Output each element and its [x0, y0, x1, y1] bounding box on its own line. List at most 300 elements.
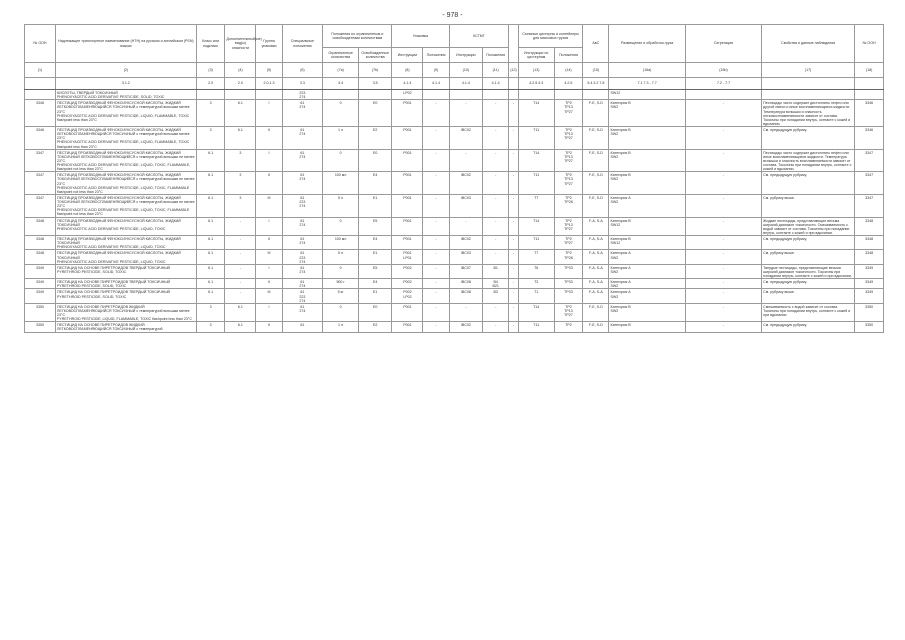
- cell-un-right: 3350: [855, 303, 884, 322]
- table-header: [25, 25, 884, 90]
- cell-excepted-quantity: E4: [358, 279, 391, 289]
- cell-segregation: -: [685, 303, 761, 322]
- column-number-row: [25, 63, 884, 78]
- cell-tank-provision: TP2 TP13 TP27: [554, 127, 583, 150]
- column-number: (16a): [609, 63, 685, 78]
- cell-subrisk: 6.1: [225, 303, 256, 322]
- cell-ibc-instruction: IBC02: [449, 322, 482, 332]
- cell-packing-provision: -: [423, 264, 449, 278]
- cell-ems: F-E, S-D: [583, 172, 609, 195]
- cell-tank-instruction: T14: [518, 303, 554, 322]
- cell-tank-instruction: T7: [518, 194, 554, 217]
- cell-tank-provision: TP2 TP13 TP27: [554, 217, 583, 236]
- cell-spacer: -: [509, 250, 519, 264]
- cell-limited-quantity: 5 л: [323, 250, 359, 264]
- cell-packing-instruction: P001: [392, 217, 423, 236]
- cell-packing-provision: -: [423, 127, 449, 150]
- cell-un-right: 3346: [855, 127, 884, 150]
- cell-packing-provision: -: [423, 172, 449, 195]
- cell-ibc-provision: [483, 90, 509, 100]
- cell-ibc-instruction: IBC02: [449, 127, 482, 150]
- cell-packing-instruction: P001: [392, 100, 423, 127]
- cell-un: 3346: [25, 100, 56, 127]
- cell-ibc-provision: -: [483, 127, 509, 150]
- column-number: (1): [25, 63, 56, 78]
- cell-tank-instruction: T1: [518, 289, 554, 303]
- cell-class: 6.1: [196, 264, 225, 278]
- column-number: (4): [225, 63, 256, 78]
- cell-special-provisions: 61 274: [282, 236, 323, 250]
- cell-packing-provision: -: [423, 236, 449, 250]
- cell-ibc-instruction: -: [449, 217, 482, 236]
- cell-packing-instruction: P001: [392, 236, 423, 250]
- cell-excepted-quantity: E0: [358, 303, 391, 322]
- cell-excepted-quantity: E1: [358, 194, 391, 217]
- cell-class: 6.1: [196, 217, 225, 236]
- header-tanks: Съемные цистерны и контейнеры для массовых грузов: [518, 25, 582, 48]
- cell-un: 3349: [25, 264, 56, 278]
- cell-un-right: 3349: [855, 279, 884, 289]
- cell-excepted-quantity: E1: [358, 250, 391, 264]
- cell-class: 3: [196, 100, 225, 127]
- cell-packing-instruction: P001: [392, 194, 423, 217]
- cell-packing-instruction: LP02: [392, 90, 423, 100]
- cell-name: ПЕСТИЦИД ПРОИЗВОДНЫЙ ФЕНОКСИУКСУСНОЙ КИСЛОТЫ, ЖИДКИЙ ТОКСИЧНЫЙ ЛЕГКОВОСПЛАМЕНЯЮЩИЙСЯ с температурой вспышки не менее 23°C PHENOXYACETIC ACID DERIVATIVE PESTICIDE, LIQUID, TOXIC, FLAMMABLE flashpoint not less than 23°C: [57, 173, 195, 194]
- cell-stowage: Категория A SW2: [609, 264, 685, 278]
- cell-ems: F-A, S-A: [583, 250, 609, 264]
- cell-special-provisions: 61 274: [282, 279, 323, 289]
- cell-limited-quantity: 100 мл: [323, 236, 359, 250]
- cell-ibc-provision: B1: [483, 264, 509, 278]
- cell-spacer: -: [509, 172, 519, 195]
- column-number: (10): [449, 63, 482, 78]
- cell-segregation: [685, 90, 761, 100]
- cell-packing-group: III: [256, 250, 282, 264]
- cell-stowage: Категория B SW2: [609, 303, 685, 322]
- cell-spacer: [509, 90, 519, 100]
- page-number: - 978 -: [442, 12, 463, 19]
- cell-spacer: -: [509, 289, 519, 303]
- cell-un-right: 3347: [855, 194, 884, 217]
- cell-ibc-instruction: IBC02: [449, 236, 482, 250]
- cell-stowage: Категория A SW2: [609, 194, 685, 217]
- cell-packing-instruction: P002: [392, 279, 423, 289]
- cell-un: 3348: [25, 250, 56, 264]
- column-number: (14): [554, 63, 583, 78]
- header-ibc-instructions: Инструкции: [449, 48, 482, 63]
- cell-ibc-instruction: IBC03: [449, 194, 482, 217]
- cell-spacer: -: [509, 194, 519, 217]
- cell-tank-instruction: T11: [518, 236, 554, 250]
- cell-properties: См. рубрику выше.: [762, 289, 855, 303]
- cell-un-right: 3348: [855, 217, 884, 236]
- header-excepted-quantity: Освобожденные количества: [358, 48, 391, 63]
- cell-spacer: -: [509, 217, 519, 236]
- cell-un: 3348: [25, 217, 56, 236]
- cell-tank-instruction: T7: [518, 250, 554, 264]
- cell-stowage: Категория A SW2: [609, 250, 685, 264]
- cell-packing-provision: -: [423, 279, 449, 289]
- header-class: Класс или подкласс: [196, 25, 225, 63]
- cell-ibc-instruction: -: [449, 100, 482, 127]
- cell-excepted-quantity: E5: [358, 217, 391, 236]
- cell-excepted-quantity: E2: [358, 127, 391, 150]
- cell-excepted-quantity: E1: [358, 289, 391, 303]
- table-row: [25, 127, 884, 150]
- cell-ibc-instruction: IBC02: [449, 172, 482, 195]
- cell-properties: Жидкие пестициды, представляющие весьма широкий диапазон токсичности. Смешиваемость с водой зависит от состава. Токсичны при попадании внутрь, контакте с кожей и при вдыхании.: [762, 217, 855, 236]
- cell-ems: F-E, S-D: [583, 127, 609, 150]
- cell-ems: F-E, S-D: [583, 322, 609, 332]
- cell-subrisk: 6.1: [225, 322, 256, 332]
- cell-excepted-quantity: E4: [358, 172, 391, 195]
- cell-subrisk: 6.1: [225, 127, 256, 150]
- cell-excepted-quantity: E0: [358, 149, 391, 172]
- cell-segregation: -: [685, 194, 761, 217]
- cell-ibc-provision: -: [483, 322, 509, 332]
- column-number: (7a): [323, 63, 359, 78]
- column-number: (6): [282, 63, 323, 78]
- header-spacer: [509, 25, 519, 63]
- cell-spacer: -: [509, 149, 519, 172]
- cell-spacer: -: [509, 127, 519, 150]
- cell-subrisk: -: [225, 279, 256, 289]
- cell-subrisk: -: [225, 217, 256, 236]
- cell-stowage: Категория B SW12: [609, 217, 685, 236]
- cell-tank-provision: TP2 TP28: [554, 194, 583, 217]
- table-row: [25, 149, 884, 172]
- cell-tank-instruction: T14: [518, 217, 554, 236]
- cell-un: [25, 90, 56, 100]
- table-row: [25, 194, 884, 217]
- cell-special-provisions: 61 223 274: [282, 289, 323, 303]
- cell-segregation: -: [685, 100, 761, 127]
- cell-class: 6.1: [196, 172, 225, 195]
- cell-limited-quantity: 0: [323, 217, 359, 236]
- cell-ibc-provision: B3: [483, 289, 509, 303]
- cell-name: ПЕСТИЦИД НА ОСНОВЕ ПИРЕТРОИДОВ ЖИДКИЙ ЛЕГКОВОСПЛАМЕНЯЮЩИЙСЯ ТОКСИЧНЫЙ с температурой вспышки менее 23°C PYRETHROID PESTICIDE, LIQUID, FLAMMABLE, TOXIC flashpoint less than 23°C: [56, 303, 197, 322]
- cell-un-right: 3347: [855, 172, 884, 195]
- header-subrisk: Дополнительный(ые) вид(ы) опасности: [225, 25, 256, 63]
- section-reference: 4.1.4: [392, 78, 423, 90]
- cell-special-provisions: 223 274: [282, 90, 323, 100]
- cell-special-provisions: 61 223 274: [282, 250, 323, 264]
- cell-name: ПЕСТИЦИД ПРОИЗВОДНЫЙ ФЕНОКСИУКСУСНОЙ КИСЛОТЫ, ЖИДКИЙ ТОКСИЧНЫЙ PHENOXYACETIC ACID DERIVATIVE PESTICIDE, LIQUID, TOXIC: [56, 217, 197, 236]
- cell-limited-quantity: 500 г: [323, 279, 359, 289]
- cell-tank-instruction: T6: [518, 264, 554, 278]
- cell-tank-provision: [554, 90, 583, 100]
- header-name: Надлежащее транспортное наименование (НТН) на русском и английском (PSN) языках: [56, 25, 197, 63]
- cell-tank-instruction: T14: [518, 149, 554, 172]
- cell-packing-provision: -: [423, 149, 449, 172]
- cell-segregation: -: [685, 217, 761, 236]
- cell-excepted-quantity: E0: [358, 100, 391, 127]
- cell-subrisk: -: [225, 250, 256, 264]
- cell-packing-instruction: P001: [392, 172, 423, 195]
- section-reference: 4.1.4: [449, 78, 482, 90]
- cell-packing-provision: -: [423, 100, 449, 127]
- cell-properties: См. предыдущую рубрику.: [762, 322, 855, 332]
- cell-packing-provision: -: [423, 289, 449, 303]
- cell-subrisk: -: [225, 289, 256, 303]
- cell-class: 6.1: [196, 149, 225, 172]
- cell-packing-provision: [423, 90, 449, 100]
- cell-limited-quantity: 5 л: [323, 194, 359, 217]
- cell-class: 6.1: [196, 279, 225, 289]
- cell-packing-instruction: P001: [392, 322, 423, 332]
- cell-properties: Пестициды часто содержат дистилляты нефти или иные воспламеняющиеся жидкости. Температура вспышки и опасность воспламеняемости зависят от состава. Токсичны при попадании внутрь, контакте с кожей и вдыхании.: [762, 149, 855, 172]
- cell-segregation: -: [685, 127, 761, 150]
- cell-stowage: Категория B SW2: [609, 149, 685, 172]
- cell-stowage: Категория B SW12: [609, 236, 685, 250]
- header-un: № ООН: [25, 25, 56, 63]
- column-number: (5): [256, 63, 282, 78]
- cell-packing-group: II: [256, 127, 282, 150]
- cell-spacer: -: [509, 100, 519, 127]
- cell-un: 3347: [25, 194, 56, 217]
- cell-ibc-instruction: IBC03: [449, 250, 482, 264]
- cell-tank-instruction: T11: [518, 127, 554, 150]
- cell-tank-provision: TP33: [554, 279, 583, 289]
- cell-packing-instruction: P001: [392, 127, 423, 150]
- cell-ems: F-E, S-D: [583, 149, 609, 172]
- cell-packing-group: I: [256, 264, 282, 278]
- cell-limited-quantity: 0: [323, 149, 359, 172]
- cell-ems: F-A, S-A: [583, 264, 609, 278]
- cell-subrisk: 3: [225, 194, 256, 217]
- cell-limited-quantity: 0: [323, 303, 359, 322]
- cell-ibc-instruction: [449, 90, 482, 100]
- header-special-provisions: Специальные положения: [282, 25, 323, 63]
- cell-excepted-quantity: [358, 90, 391, 100]
- header-ems: АвС: [583, 25, 609, 63]
- cell-properties: См. предыдущую рубрику.: [762, 279, 855, 289]
- cell-segregation: -: [685, 264, 761, 278]
- column-number: (15): [583, 63, 609, 78]
- cell-tank-instruction: T14: [518, 100, 554, 127]
- section-reference: [25, 78, 56, 90]
- cell-ibc-provision: -: [483, 194, 509, 217]
- cell-un: 3349: [25, 289, 56, 303]
- cell-special-provisions: 61 274: [282, 303, 323, 322]
- cell-limited-quantity: 0: [323, 100, 359, 127]
- column-number: (16b): [685, 63, 761, 78]
- section-reference: 4.1.4: [483, 78, 509, 90]
- cell-tank-provision: TP33: [554, 264, 583, 278]
- section-reference: [855, 78, 884, 90]
- table-row: [25, 303, 884, 322]
- cell-limited-quantity: 100 мл: [323, 172, 359, 195]
- section-reference: [509, 78, 519, 90]
- column-number: (12): [509, 63, 519, 78]
- header-un-right: № ООН: [855, 25, 884, 63]
- column-number: (11): [483, 63, 509, 78]
- cell-special-provisions: 61 274: [282, 127, 323, 150]
- cell-class: 6.1: [196, 236, 225, 250]
- cell-tank-instruction: T11: [518, 322, 554, 332]
- cell-name: ПЕСТИЦИД ПРОИЗВОДНЫЙ ФЕНОКСИУКСУСНОЙ КИСЛОТЫ, ЖИДКИЙ ТОКСИЧНЫЙ PHENOXYACETIC ACID DERIVATIVE PESTICIDE, LIQUID, TOXIC: [56, 250, 197, 264]
- table-row: [25, 217, 884, 236]
- cell-class: 3: [196, 303, 225, 322]
- cell-packing-group: III: [256, 194, 282, 217]
- table-row: [25, 322, 884, 332]
- cell-stowage: SW12: [609, 90, 685, 100]
- cell-tank-provision: TP33: [554, 289, 583, 303]
- header-limited-quantities-group: Положения по ограниченным и освобожденным количествам: [323, 25, 392, 48]
- cell-un-right: 3349: [855, 264, 884, 278]
- cell-properties: [762, 90, 855, 100]
- cell-un: 3346: [25, 127, 56, 150]
- cell-name: ПЕСТИЦИД ПРОИЗВОДНЫЙ ФЕНОКСИУКСУСНОЙ КИСЛОТЫ, ЖИДКИЙ ЛЕГКОВОСПЛАМЕНЯЮЩИЙСЯ ТОКСИЧНЫЙ с температурой вспышки менее 23°C PHENOXYACETIC ACID DERIVATIVE PESTICIDE, LIQUID, FLAMMABLE, TOXIC flashpoint less than 23°C: [56, 127, 197, 150]
- cell-un: 3347: [25, 149, 56, 172]
- header-tank-provisions: Положения: [554, 48, 583, 63]
- table-row: [25, 279, 884, 289]
- cell-packing-provision: -: [423, 303, 449, 322]
- cell-stowage: Категория B SW2: [609, 100, 685, 127]
- cell-ibc-instruction: IBC08: [449, 279, 482, 289]
- cell-limited-quantity: 0: [323, 264, 359, 278]
- cell-ibc-provision: -: [483, 217, 509, 236]
- cell-ibc-provision: -: [483, 303, 509, 322]
- cell-spacer: -: [509, 279, 519, 289]
- cell-segregation: -: [685, 172, 761, 195]
- header-tank-instructions: Инструкции по цистернам: [518, 48, 554, 63]
- cell-stowage: Категория A SW2: [609, 279, 685, 289]
- cell-stowage: Категория A SW2: [609, 289, 685, 303]
- section-reference: 3.4: [323, 78, 359, 90]
- cell-tank-provision: TP2 TP13 TP27: [554, 149, 583, 172]
- cell-tank-instruction: T3: [518, 279, 554, 289]
- column-number: (2): [56, 63, 197, 78]
- section-reference: 7.1 7.3 - 7.7: [609, 78, 685, 90]
- cell-ibc-provision: -: [483, 236, 509, 250]
- cell-class: 6.1: [196, 250, 225, 264]
- cell-packing-instruction: P001: [392, 149, 423, 172]
- cell-un: 3348: [25, 236, 56, 250]
- cell-name: ПЕСТИЦИД ПРОИЗВОДНЫЙ ФЕНОКСИУКСУСНОЙ КИСЛОТЫ, ЖИДКИЙ ЛЕГКОВОСПЛАМЕНЯЮЩИЙСЯ ТОКСИЧНЫЙ с температурой вспышки менее 23°C PHENOXYACETIC ACID DERIVATIVE PESTICIDE, LIQUID, FLAMMABLE, TOXIC flashpoint less than 23°C: [56, 100, 197, 127]
- section-reference: 3.3: [282, 78, 323, 90]
- cell-segregation: -: [685, 289, 761, 303]
- cell-special-provisions: 61 223 274: [282, 194, 323, 217]
- cell-excepted-quantity: E5: [358, 264, 391, 278]
- cell-ibc-instruction: -: [449, 149, 482, 172]
- header-ibc: КСГМГ: [449, 25, 509, 48]
- cell-packing-instruction: P002: [392, 264, 423, 278]
- cell-un-right: 3349: [855, 289, 884, 303]
- cell-ibc-instruction: IBC08: [449, 289, 482, 303]
- cell-properties: См. предыдущую рубрику.: [762, 127, 855, 150]
- section-reference-row: [25, 78, 884, 90]
- section-reference: 2.0.1.3: [256, 78, 282, 90]
- cell-limited-quantity: [323, 90, 359, 100]
- header-segregation: Сегрегация: [685, 25, 761, 63]
- header-packing: Упаковка: [392, 25, 449, 48]
- cell-ems: F-E, S-D: [583, 194, 609, 217]
- cell-packing-provision: -: [423, 194, 449, 217]
- table-row: [25, 250, 884, 264]
- cell-ibc-provision: B4 B21: [483, 279, 509, 289]
- table-row: [25, 100, 884, 127]
- column-number: (8): [392, 63, 423, 78]
- header-packing-instructions: Инструкции: [392, 48, 423, 63]
- cell-tank-instruction: T11: [518, 172, 554, 195]
- cell-un: 3347: [25, 172, 56, 195]
- cell-un-right: 3348: [855, 250, 884, 264]
- section-reference: 3.1.2: [56, 78, 197, 90]
- cell-un-right: 3347: [855, 149, 884, 172]
- cell-subrisk: [225, 90, 256, 100]
- cell-class: 6.1: [196, 289, 225, 303]
- cell-special-provisions: 61 274: [282, 264, 323, 278]
- cell-un-right: 3346: [855, 100, 884, 127]
- table-row: [25, 236, 884, 250]
- cell-stowage: Категория B SW2: [609, 127, 685, 150]
- cell-ibc-instruction: IBC07: [449, 264, 482, 278]
- cell-ems: F-E, S-D: [583, 100, 609, 127]
- cell-properties: Смешиваемость с водой зависит от состава. Токсичны при попадании внутрь, контакте с кожей и при вдыхании.: [762, 303, 855, 322]
- cell-spacer: -: [509, 303, 519, 322]
- cell-properties: См. предыдущую рубрику.: [762, 236, 855, 250]
- cell-properties: См. рубрику выше.: [762, 250, 855, 264]
- cell-tank-provision: TP2 TP13 TP27: [554, 303, 583, 322]
- section-reference: 2.0: [196, 78, 225, 90]
- cell-name: ПЕСТИЦИД НА ОСНОВЕ ПИРЕТРОИДОВ ТВЕРДЫЙ ТОКСИЧНЫЙ PYRETHROID PESTICIDE, SOLID, TOXIC: [56, 264, 197, 278]
- column-number: (18): [855, 63, 884, 78]
- cell-special-provisions: 61 274: [282, 100, 323, 127]
- cell-stowage: Категория B SW2: [609, 172, 685, 195]
- cell-excepted-quantity: E4: [358, 236, 391, 250]
- cell-packing-group: I: [256, 303, 282, 322]
- header-limited-quantity: Ограниченные количества: [323, 48, 359, 63]
- cell-properties: См. рубрику выше.: [762, 194, 855, 217]
- cell-ems: F-A, S-A: [583, 217, 609, 236]
- header-packing-group: Группа упаковки: [256, 25, 282, 63]
- cell-packing-group: I: [256, 217, 282, 236]
- section-reference: 4.1.4: [423, 78, 449, 90]
- cell-ibc-provision: -: [483, 250, 509, 264]
- cell-tank-provision: TP2: [554, 322, 583, 332]
- cell-ems: F-A, S-A: [583, 236, 609, 250]
- header-stowage: Размещение и обработка груза: [609, 25, 685, 63]
- header-properties: Свойства и данные наблюдения: [762, 25, 855, 63]
- cell-segregation: -: [685, 322, 761, 332]
- cell-ems: F-A, S-A: [583, 279, 609, 289]
- cell-special-provisions: 61 274: [282, 149, 323, 172]
- dangerous-goods-table: [24, 24, 884, 333]
- column-number: (17): [762, 63, 855, 78]
- cell-name: ПЕСТИЦИД ПРОИЗВОДНЫЙ ФЕНОКСИУКСУСНОЙ КИСЛОТЫ, ЖИДКИЙ ТОКСИЧНЫЙ PHENOXYACETIC ACID DERIVATIVE PESTICIDE, LIQUID, TOXIC: [56, 236, 197, 250]
- cell-tank-provision: TP2 TP13 TP27: [554, 172, 583, 195]
- cell-ibc-provision: -: [483, 100, 509, 127]
- section-reference: [762, 78, 855, 90]
- cell-tank-provision: TP2 TP28: [554, 250, 583, 264]
- cell-packing-group: I: [256, 149, 282, 172]
- table-row: [25, 289, 884, 303]
- cell-segregation: -: [685, 250, 761, 264]
- cell-class: [196, 90, 225, 100]
- cell-ibc-provision: -: [483, 149, 509, 172]
- cell-limited-quantity: 1 л: [323, 322, 359, 332]
- cell-tank-provision: TP2 TP27: [554, 236, 583, 250]
- section-reference: 2.0: [225, 78, 256, 90]
- section-reference: 4.2.5: [554, 78, 583, 90]
- cell-un: 3349: [25, 279, 56, 289]
- table-row: [25, 172, 884, 195]
- cell-tank-provision: TP2 TP13 TP27: [554, 100, 583, 127]
- cell-packing-provision: -: [423, 322, 449, 332]
- cell-limited-quantity: 5 кг: [323, 289, 359, 303]
- cell-tank-instruction: [518, 90, 554, 100]
